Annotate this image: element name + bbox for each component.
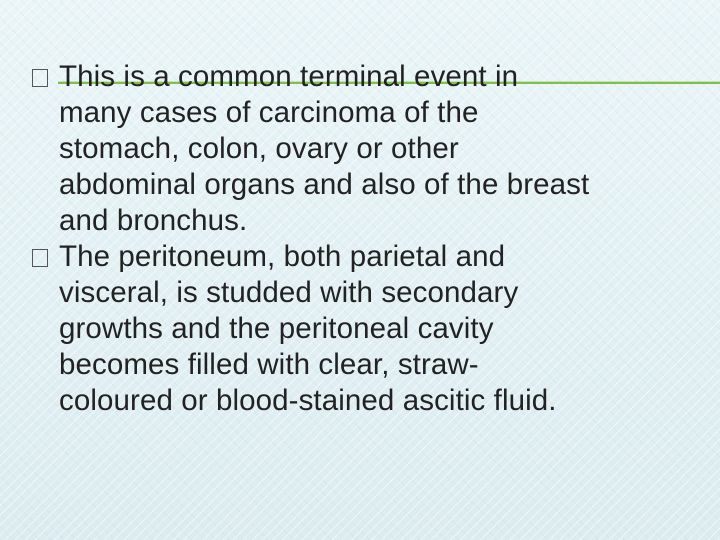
bullet-text: This is a common terminal event in many cases of carcinoma of the stomach, colon, ovary or other abdominal organs and also of the breast and bronchus. xyxy=(59,60,590,237)
bullet-text: The peritoneum, both parietal and visceral, is studded with secondary growths and the peritoneal cavity becomes filled with clear, straw- coloured or blood-stained ascitic fluid. xyxy=(59,240,557,417)
box-glyph-icon xyxy=(30,59,59,95)
bullet-item xyxy=(30,239,710,419)
slide-body xyxy=(30,59,710,419)
bullet-item xyxy=(30,59,710,239)
box-glyph-icon xyxy=(30,239,59,275)
